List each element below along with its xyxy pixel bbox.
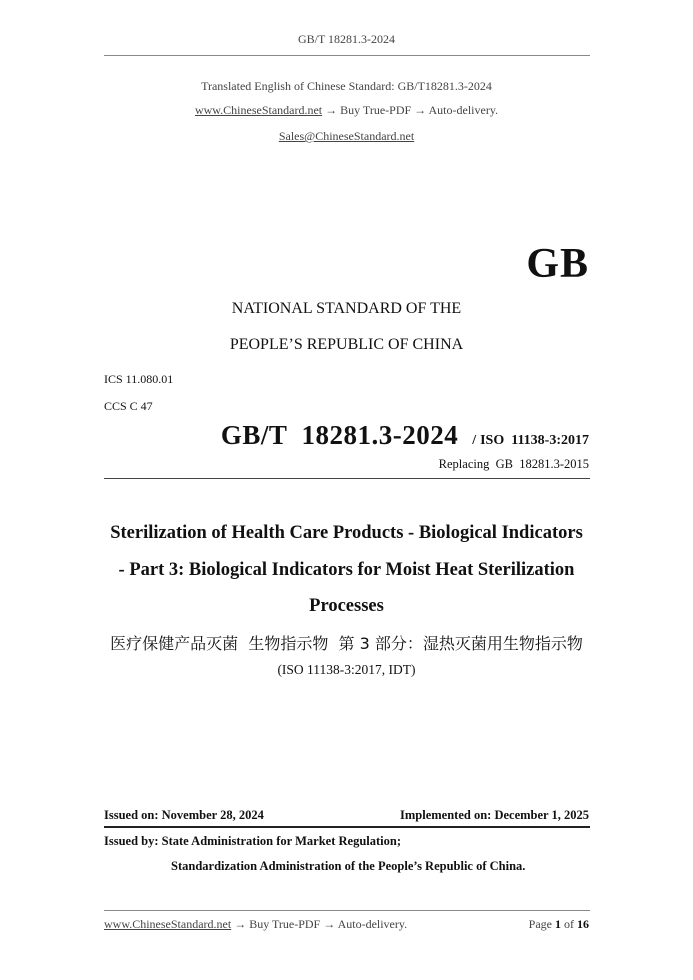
footer-purchase-line: [104, 917, 407, 932]
translation-notice: Translated English of Chinese Standard: GB/T18281.3-2024: [201, 79, 492, 93]
page-indicator: [529, 917, 589, 932]
national-standard-heading: NATIONAL STANDARD OF THE: [231, 300, 462, 317]
chinese-title: 医疗保健产品灭菌 生物指示物 第 3 部分：湿热灭菌用生物指示物: [110, 634, 583, 653]
standard-number: GB/T 18281.3-2024: [220, 420, 459, 450]
standard-number-line: [221, 420, 589, 451]
ics-code: ICS 11.080.01: [104, 372, 174, 386]
issuer-line-1: Issued by: State Administration for Market Regulation;: [104, 834, 401, 848]
dates-divider: [104, 826, 590, 828]
website-link[interactable]: www.ChineseStandard.net: [194, 103, 323, 117]
document-title-line-1: Sterilization of Health Care Products - Biological Indicators: [110, 523, 583, 543]
replacing-note: Replacing GB 18281.3-2015: [438, 457, 589, 471]
page-number: 1: [555, 917, 561, 931]
header-divider: [104, 55, 590, 56]
standard-separator: /: [472, 433, 477, 448]
country-heading: PEOPLE’S REPUBLIC OF CHINA: [229, 336, 464, 353]
sales-email-link[interactable]: Sales@ChineseStandard.net: [278, 129, 415, 143]
purchase-text: → Buy True-PDF → Auto-delivery.: [322, 103, 499, 117]
of-label: of: [564, 917, 574, 931]
issued-on-date: Issued on: November 28, 2024: [104, 808, 264, 822]
footer-website-link[interactable]: www.ChineseStandard.net: [104, 917, 232, 931]
footer-divider: [104, 910, 590, 911]
document-title-line-2: - Part 3: Biological Indicators for Moist Heat Sterilization: [118, 560, 575, 580]
document-title-line-3: Processes: [309, 596, 384, 616]
footer-purchase-text: → Buy True-PDF → Auto-delivery.: [231, 917, 408, 931]
title-divider: [104, 478, 590, 479]
running-header-title: GB/T 18281.3-2024: [297, 32, 396, 46]
iso-equivalent: ISO 11138-3:2017: [480, 433, 589, 448]
ccs-code: CCS C 47: [104, 399, 153, 413]
page-label: Page: [528, 917, 552, 931]
iso-identity-note: (ISO 11138-3:2017, IDT): [277, 662, 416, 677]
email-line: [0, 129, 693, 144]
page-total: 16: [577, 917, 589, 931]
gb-logo: GB: [526, 241, 589, 287]
issuer-line-2: Standardization Administration of the People’s Republic of China.: [171, 859, 526, 873]
implemented-on-date: Implemented on: December 1, 2025: [400, 808, 589, 822]
purchase-line: [0, 103, 693, 118]
